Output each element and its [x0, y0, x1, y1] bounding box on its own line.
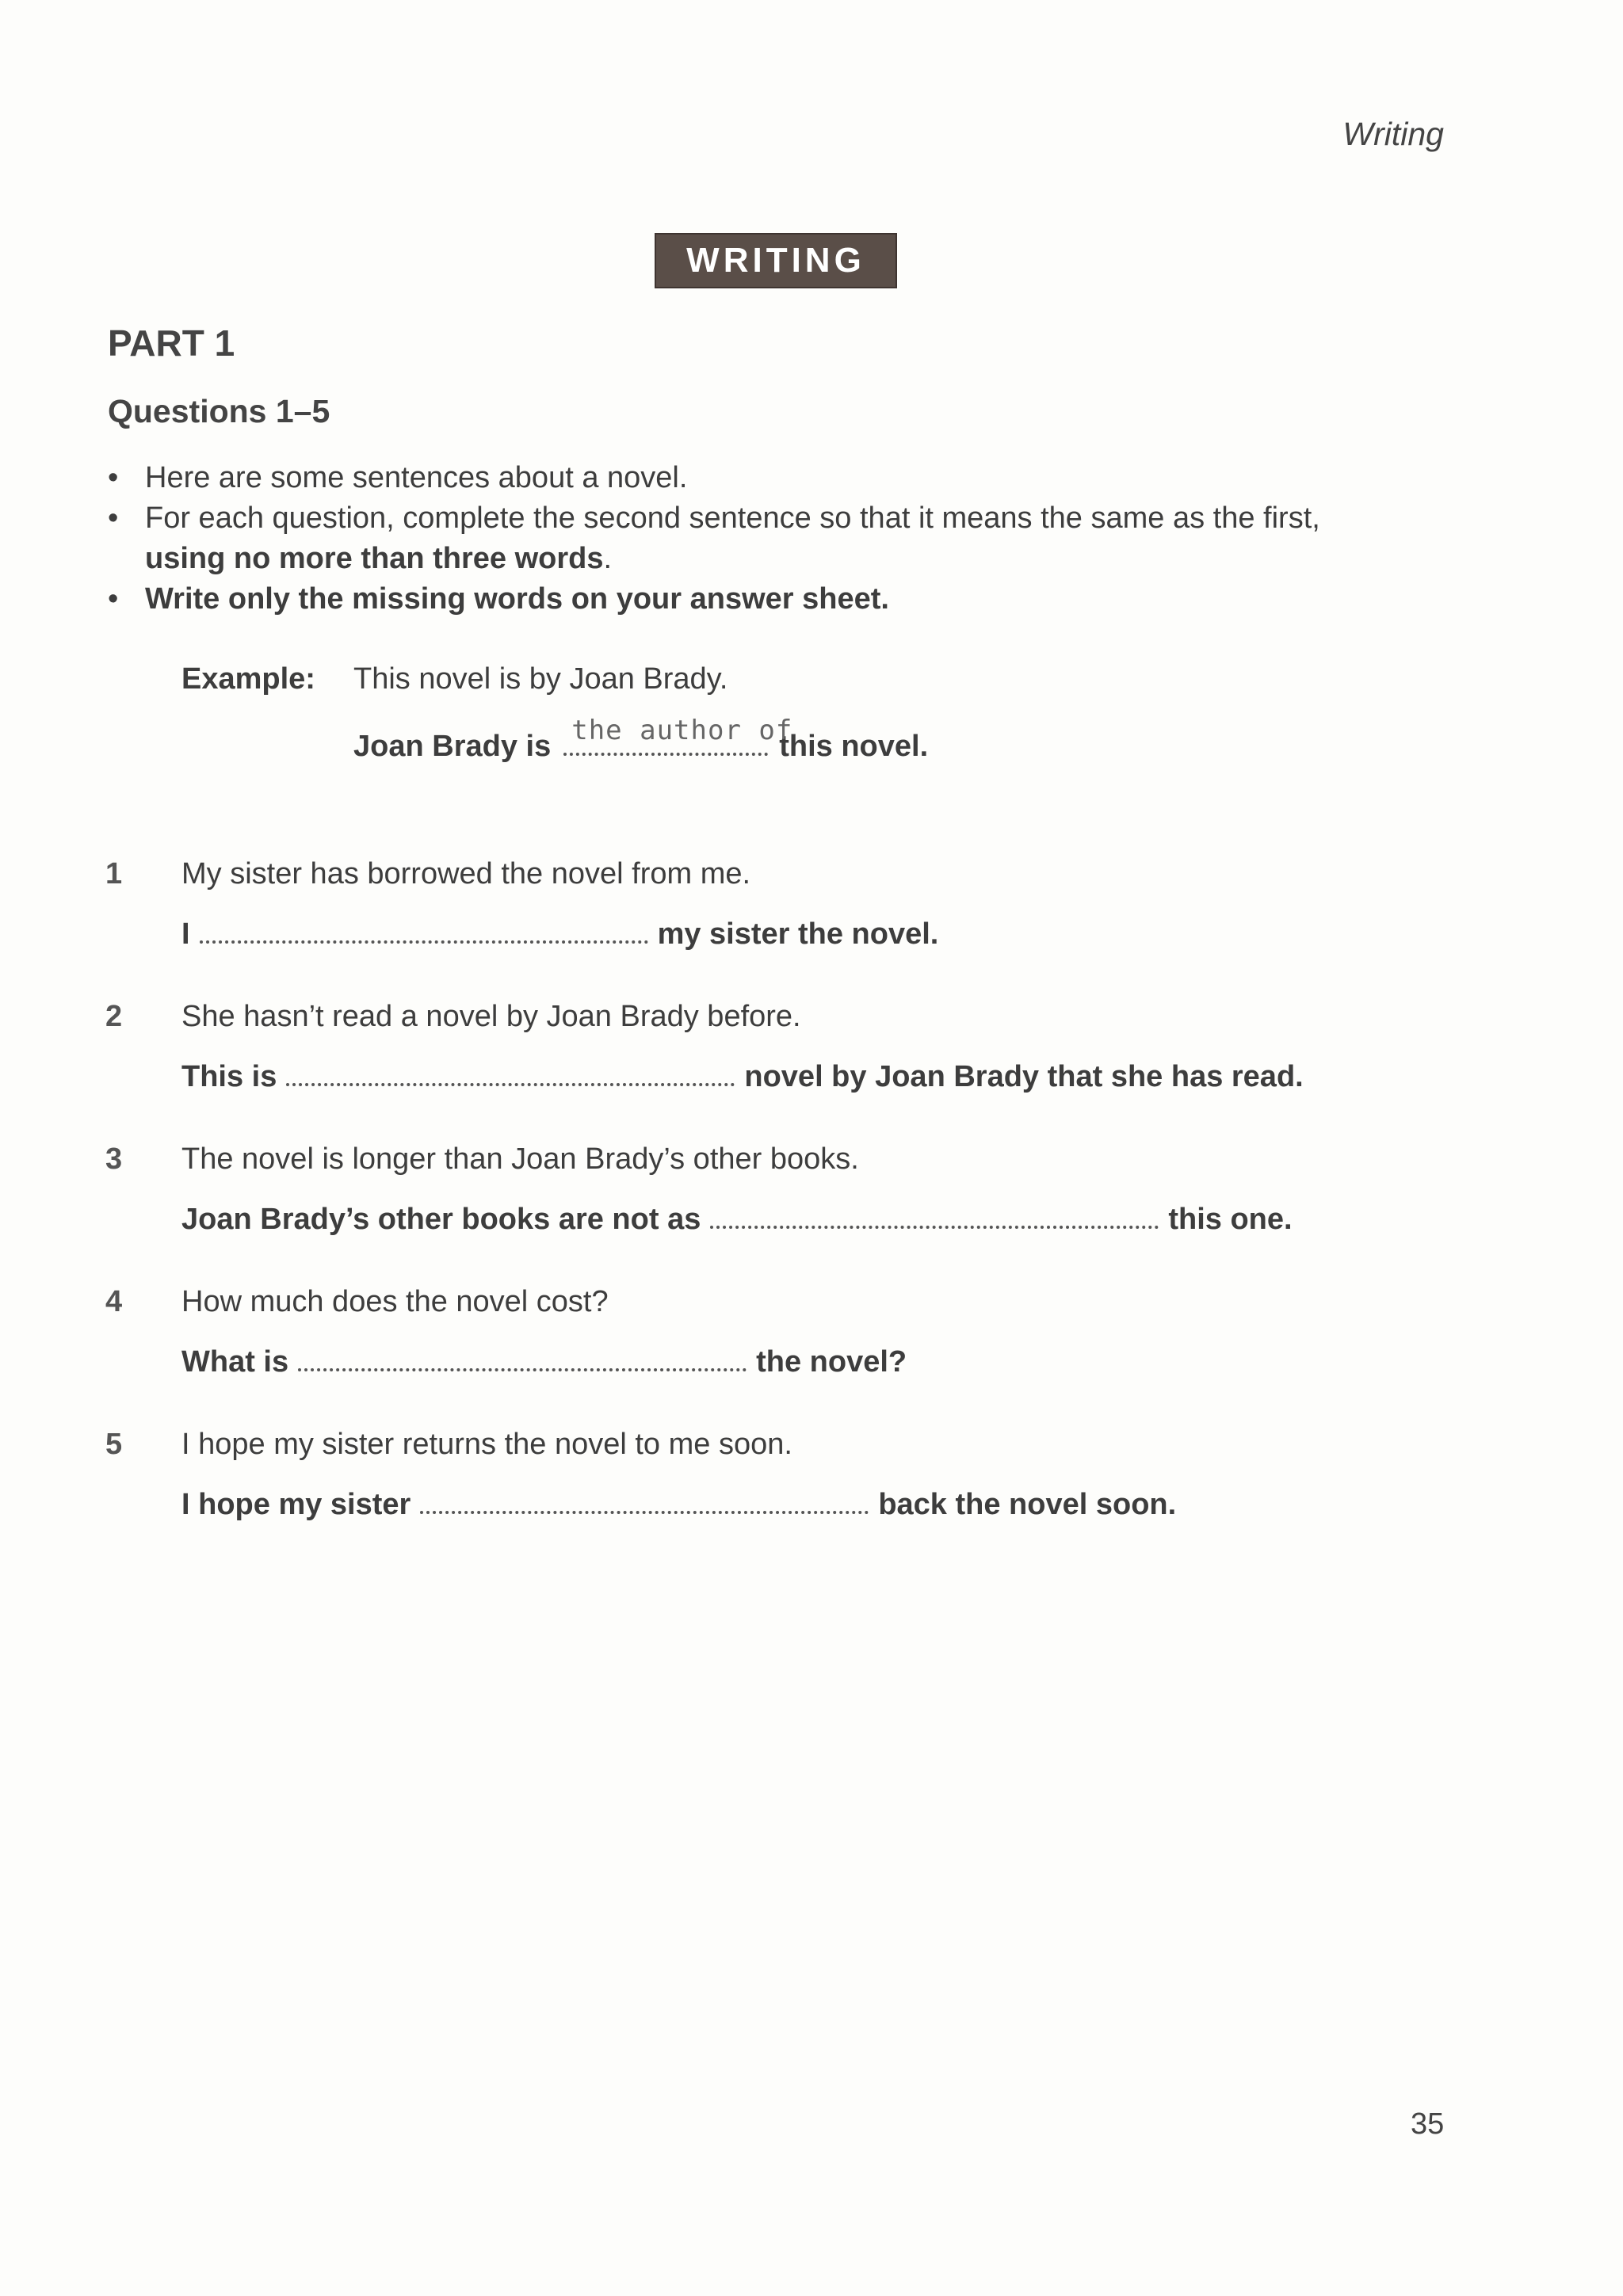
answer-before: I	[181, 917, 190, 951]
instruction-tail: .	[603, 542, 613, 575]
question-answer-line	[181, 1488, 1176, 1522]
instruction-text: Here are some sentences about a novel.	[145, 461, 688, 494]
answer-gap[interactable]	[200, 918, 648, 944]
answer-gap[interactable]	[298, 1346, 747, 1371]
question-answer-line	[181, 1060, 1304, 1094]
example-handwritten-answer: the author of	[571, 715, 793, 746]
example-label: Example:	[181, 662, 315, 696]
answer-before: I hope my sister	[181, 1488, 411, 1521]
answer-before: This is	[181, 1060, 277, 1093]
answer-gap[interactable]	[420, 1489, 869, 1514]
question-number: 3	[105, 1142, 123, 1176]
question-number: 4	[105, 1285, 123, 1318]
question-answer-line	[181, 1345, 907, 1379]
bullet-icon: •	[108, 582, 119, 616]
answer-before: What is	[181, 1345, 289, 1379]
question-stem: My sister has borrowed the novel from me.	[181, 857, 751, 891]
question-stem: She hasn’t read a novel by Joan Brady before.	[181, 1000, 801, 1033]
answer-after: this one.	[1168, 1203, 1293, 1236]
question-answer-line	[181, 917, 938, 952]
question-number: 2	[105, 1000, 123, 1033]
answer-after: back the novel soon.	[878, 1488, 1177, 1521]
instruction-text: For each question, complete the second sentence so that it means the same as the first,	[145, 502, 1320, 535]
answer-after: my sister the novel.	[657, 917, 939, 951]
bullet-icon: •	[108, 502, 119, 535]
instruction-item	[108, 458, 1455, 498]
questions-title: Questions 1–5	[108, 393, 330, 429]
instruction-emphasis: Write only the missing words on your answer sheet.	[145, 582, 889, 616]
question-stem: The novel is longer than Joan Brady’s other books.	[181, 1142, 859, 1176]
bullet-icon: •	[108, 461, 119, 494]
running-header: Writing	[1342, 116, 1444, 152]
answer-before: Joan Brady’s other books are not as	[181, 1203, 701, 1236]
answer-gap[interactable]	[710, 1203, 1159, 1229]
question-number: 5	[105, 1428, 123, 1461]
answer-after: the novel?	[756, 1345, 907, 1379]
example-answer-after: this novel.	[779, 730, 929, 763]
answer-after: novel by Joan Brady that she has read.	[744, 1060, 1304, 1093]
page-number: 35	[1411, 2107, 1445, 2141]
example-answer	[353, 715, 929, 764]
example-stem: This novel is by Joan Brady.	[353, 662, 728, 696]
question-stem: I hope my sister returns the novel to me soon.	[181, 1428, 792, 1461]
question-number: 1	[105, 857, 123, 891]
instruction-list	[108, 458, 1455, 620]
answer-gap[interactable]	[286, 1061, 735, 1086]
example-answer-before: Joan Brady is	[353, 730, 552, 763]
instruction-emphasis: using no more than three words	[145, 542, 604, 575]
question-stem: How much does the novel cost?	[181, 1285, 609, 1318]
example-answer-gap	[563, 715, 793, 756]
part-title: PART 1	[108, 322, 235, 364]
section-banner: WRITING	[655, 233, 897, 288]
instruction-item	[108, 498, 1455, 579]
instruction-item	[108, 579, 1455, 620]
question-answer-line	[181, 1203, 1293, 1237]
